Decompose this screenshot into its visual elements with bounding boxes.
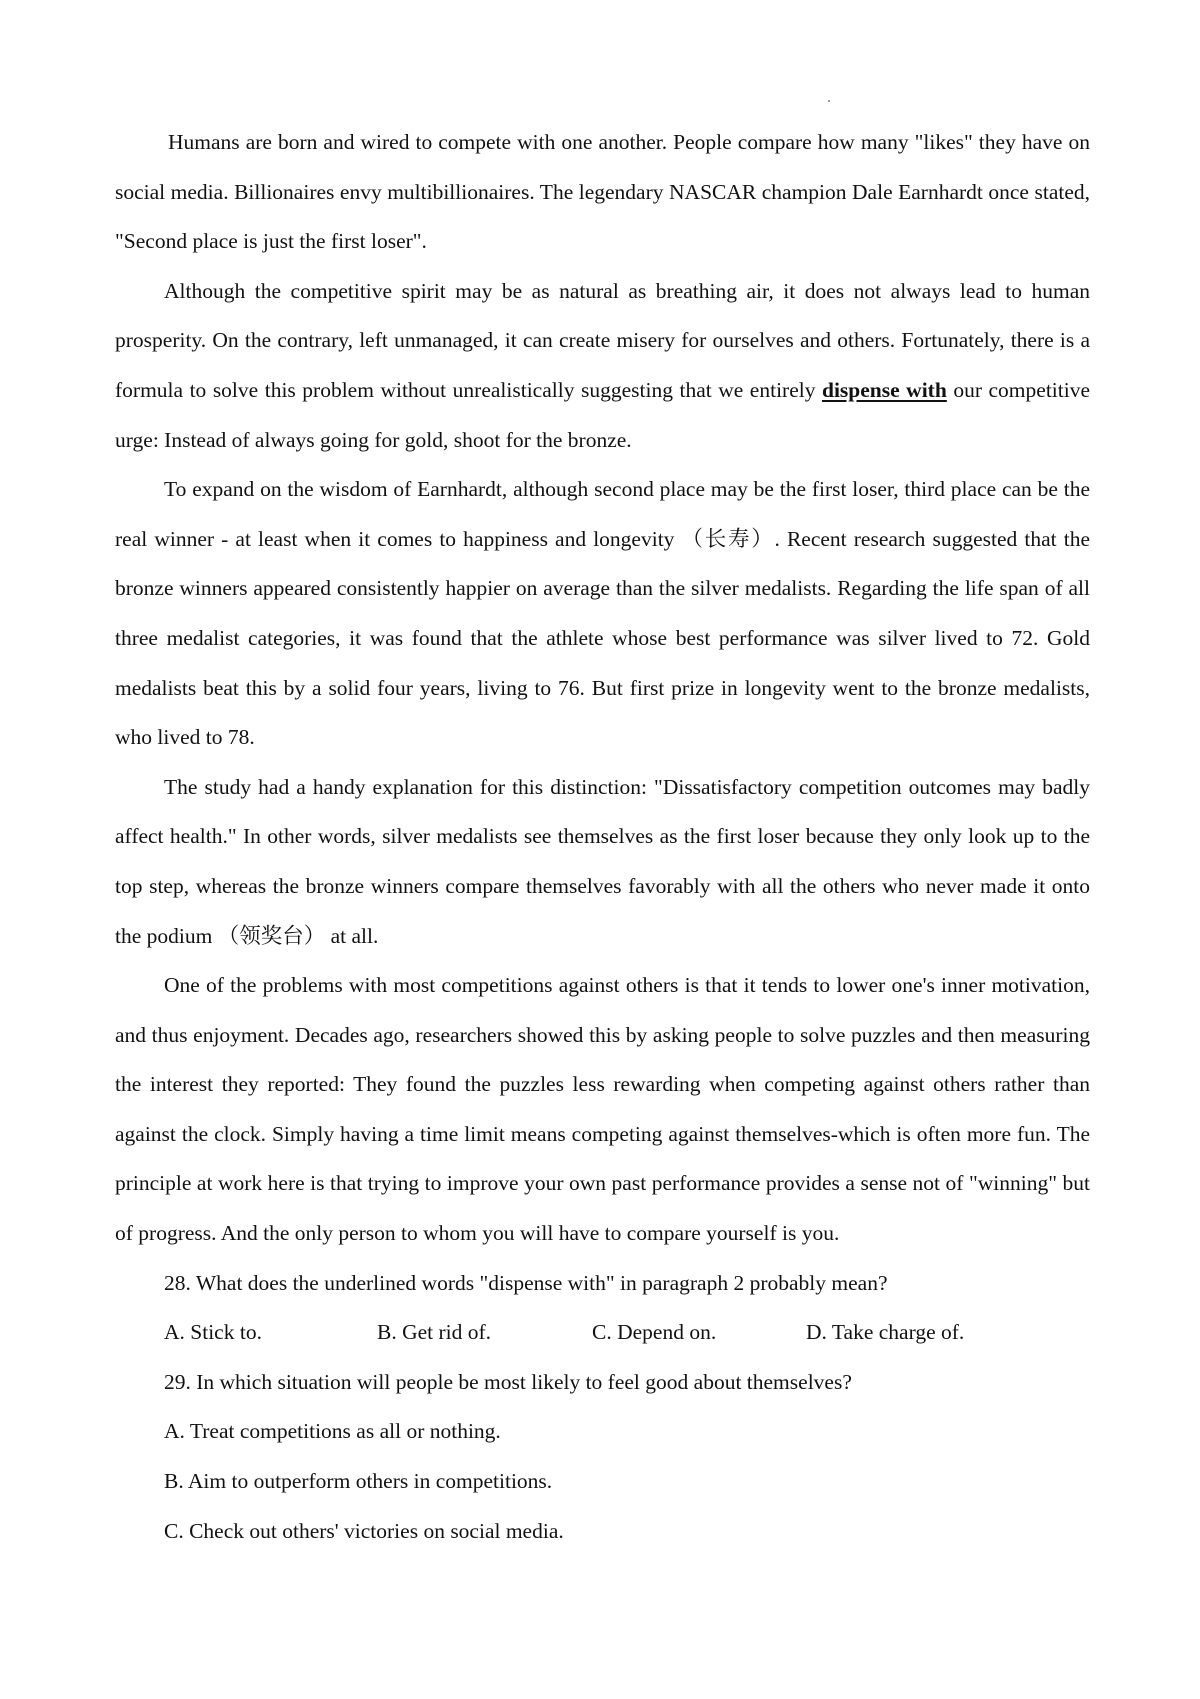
paragraph-3: To expand on the wisdom of Earnhardt, although second place may be the first loser, third place can be the real winner - at least when it comes to happiness and longevity （长寿）. Recent research suggested that the bronze winners appeared consistently happier on average than the silver medalists. Regarding the life span of all three medalist categories, it was found that the athlete whose best performance was silver lived to 72. Gold medalists beat this by a solid four years, living to 76. But first prize in longevity went to the bronze medalists, who lived to 78.: [115, 477, 1090, 750]
scan-mark: [828, 100, 830, 102]
question-28-option-b: B. Get rid of.: [377, 1320, 492, 1345]
question-28-option-c: C. Depend on.: [592, 1320, 717, 1345]
exam-page: [115, 118, 1090, 1556]
paragraph-1: Humans are born and wired to compete with one another. People compare how many "likes" they have on social media. Billionaires envy multibillionaires. The legendary NASCAR champion Dale Earnhardt once stated, "Second place is just the first loser".: [115, 130, 1090, 254]
question-28-option-a: A. Stick to.: [164, 1320, 262, 1345]
question-29-option-b: B. Aim to outperform others in competitions.: [164, 1469, 553, 1494]
question-29-stem: 29. In which situation will people be most likely to feel good about themselves?: [164, 1369, 852, 1394]
paragraph-5: One of the problems with most competitions against others is that it tends to lower one's inner motivation, and thus enjoyment. Decades ago, researchers showed this by asking people to solve puzzles and then measuring the interest they reported: They found the puzzles less rewarding when competing against others rather than against the clock. Simply having a time limit means competing against themselves-which is often more fun. The principle at work here is that trying to improve your own past performance provides a sense not of "winning" but of progress. And the only person to whom you will have to compare yourself is you.: [115, 973, 1090, 1246]
paragraph-2-start: Although the competitive spirit may be as natural as breathing air, it does not always lead to human prosperity. On the contrary, left unmanaged, it can create misery for ourselves and others. Fortunately, there is a formula to solve this problem without unrealistically suggesting that we entirely: [115, 278, 1090, 402]
question-29-option-a: A. Treat competitions as all or nothing.: [164, 1419, 501, 1444]
question-28-options: [115, 1308, 1090, 1358]
question-28-option-d: D. Take charge of.: [806, 1320, 965, 1345]
question-28-stem: 28. What does the underlined words "dispense with" in paragraph 2 probably mean?: [164, 1270, 888, 1295]
paragraph-4: The study had a handy explanation for this distinction: "Dissatisfactory competition outcomes may badly affect health." In other words, silver medalists see themselves as the first loser because they only look up to the top step, whereas the bronze winners compare themselves favorably with all the others who never made it onto the podium （领奖台） at all.: [115, 774, 1090, 948]
paragraph-2: [115, 267, 1090, 465]
question-29-option-c: C. Check out others' victories on social media.: [164, 1518, 564, 1543]
paragraph-2-end: our competitive urge: Instead of always going for gold, shoot for the bronze.: [115, 377, 1091, 452]
underlined-phrase: dispense with: [822, 377, 947, 402]
